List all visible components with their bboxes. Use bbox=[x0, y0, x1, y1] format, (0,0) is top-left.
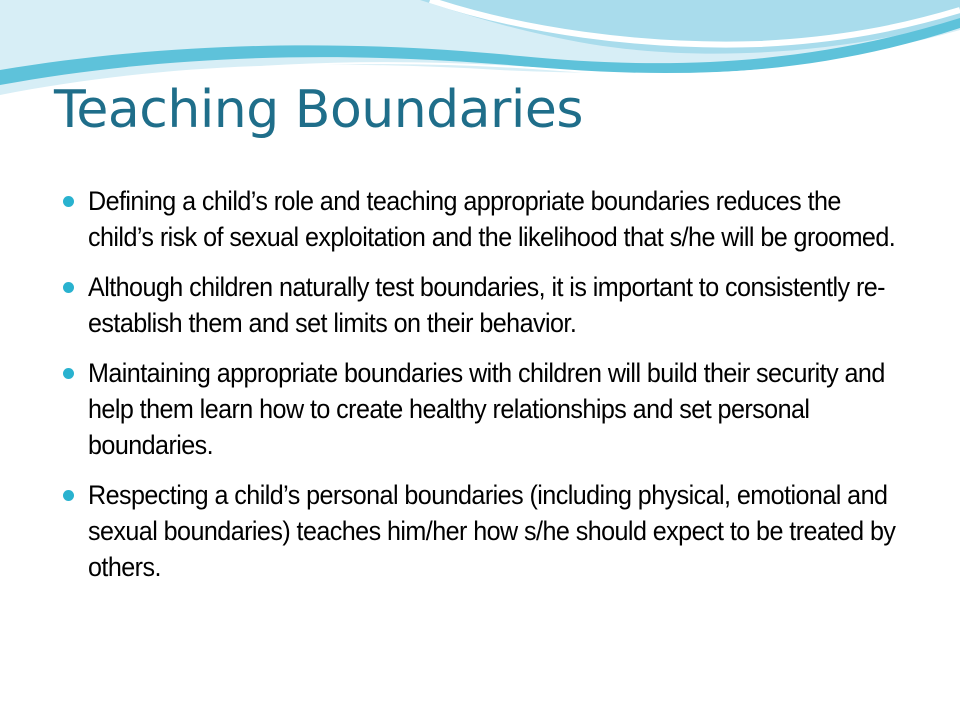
bullet-text: Although children naturally test boundaries, it is important to consistently re-establish them and set limits on their behavior. bbox=[88, 272, 885, 338]
bullet-dot-icon bbox=[63, 490, 74, 501]
bullet-dot-icon bbox=[63, 368, 74, 379]
bullet-text: Defining a child’s role and teaching appropriate boundaries reduces the child’s risk of sexual exploitation and the likelihood that s/he will be groomed. bbox=[88, 186, 896, 252]
slide-title: Teaching Boundaries bbox=[54, 80, 583, 140]
bullet-text: Respecting a child’s personal boundaries (including physical, emotional and sexual boundaries) teaches him/her how s/he should expect to be treated by others. bbox=[88, 480, 896, 582]
bullet-item bbox=[60, 477, 900, 585]
bullet-item bbox=[60, 269, 900, 341]
bullet-dot-icon bbox=[63, 196, 74, 207]
bullet-list bbox=[60, 183, 900, 599]
bullet-item bbox=[60, 355, 900, 463]
bullet-text: Maintaining appropriate boundaries with children will build their security and help them learn how to create healthy relationships and set personal boundaries. bbox=[88, 358, 885, 460]
bullet-dot-icon bbox=[63, 282, 74, 293]
bullet-item bbox=[60, 183, 900, 255]
